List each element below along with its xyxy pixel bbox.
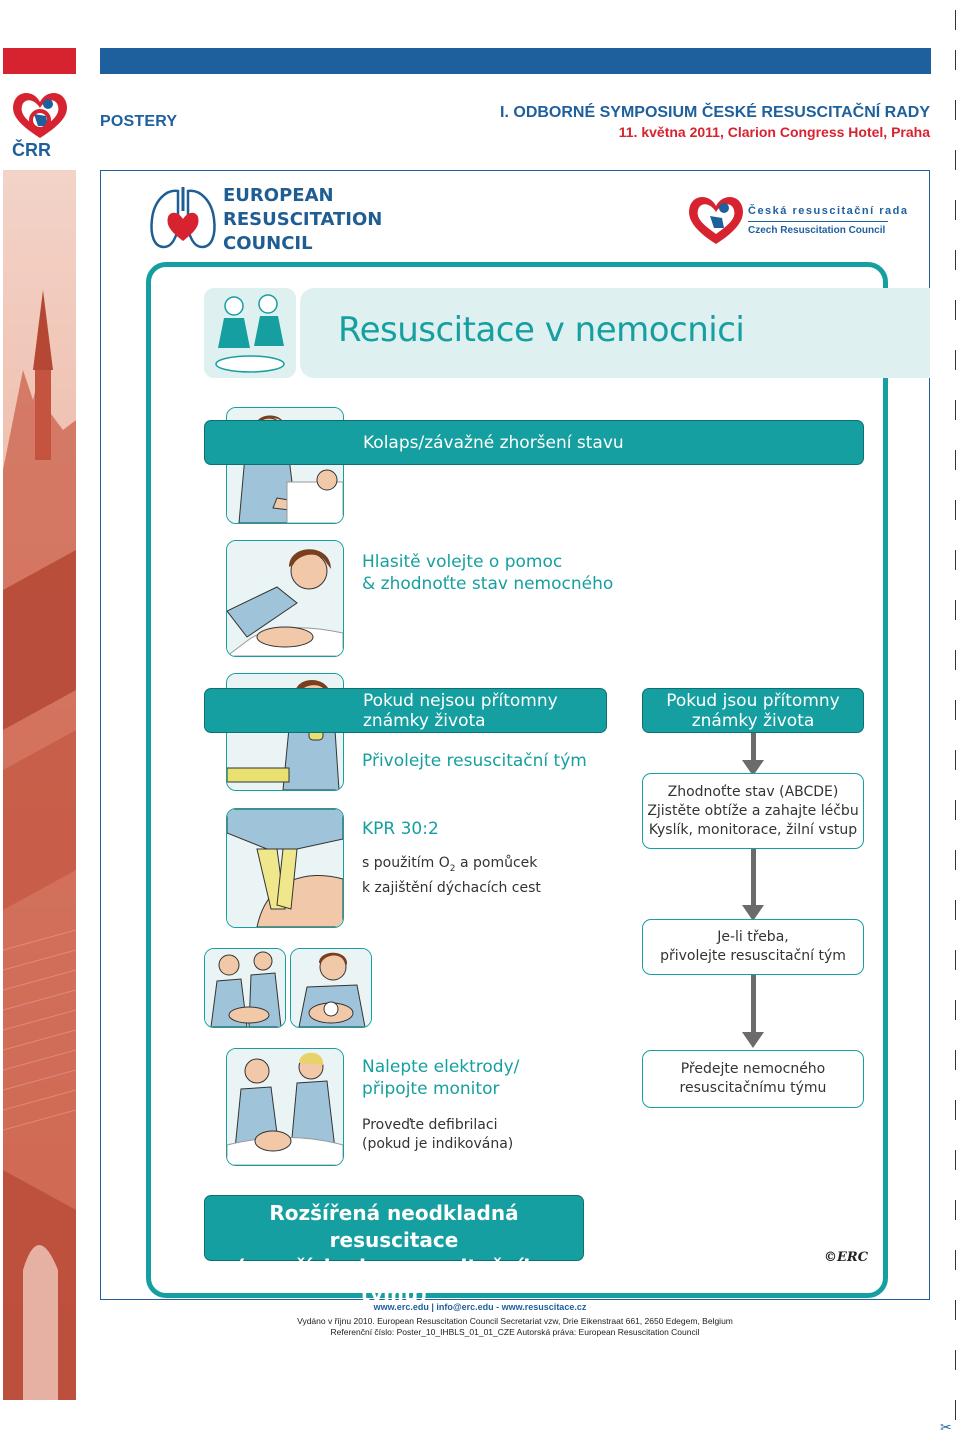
- arrow-shaft: [751, 975, 756, 1035]
- no-signs-line1: Pokud nejsou přítomny: [363, 691, 558, 711]
- posters-label: POSTERY: [100, 113, 178, 130]
- crc-divider: [748, 221, 888, 222]
- header-red-strip: [3, 48, 76, 74]
- erc-copyright-mark: ©ERC: [824, 1250, 869, 1265]
- step-call-help: [362, 551, 613, 595]
- no-signs-line2: známky života: [363, 711, 486, 731]
- symposium-subtitle: 11. května 2011, Clarion Congress Hotel, Praha: [618, 124, 930, 140]
- illustration-electrodes: [226, 1048, 344, 1166]
- defib-line2: (pokud je indikována): [362, 1136, 514, 1152]
- scissors-icon: ✂: [940, 1420, 952, 1436]
- step-electrodes: [362, 1056, 519, 1100]
- page-title: Resuscitace v nemocnici: [338, 310, 745, 350]
- signs-line1: Pokud jsou přítomny: [666, 691, 840, 711]
- medical-team-icon: [204, 288, 296, 378]
- step-advanced-life-support: [204, 1195, 584, 1306]
- crc-name-en: Czech Resuscitation Council: [748, 225, 886, 236]
- cpr-detail-aids: a pomůcek: [455, 855, 538, 871]
- step-cpr: KPR 30:2: [362, 819, 439, 839]
- box-assess-abcde: [642, 773, 864, 849]
- step-call-help-line1: Hlasitě volejte o pomoc: [362, 552, 563, 572]
- side-photo-prague: [3, 170, 76, 1400]
- heart-person-icon: [686, 190, 746, 248]
- step-collapse: Kolaps/závažné zhoršení stavu: [204, 420, 864, 465]
- if-needed-line1: Je-li třeba,: [717, 929, 789, 945]
- step-call-help-line2: & zhodnoťte stav nemocného: [362, 574, 614, 594]
- assess-line1: Zhodnoťte stav (ABCDE): [667, 783, 839, 800]
- crr-logo-text: ČRR: [12, 140, 51, 160]
- illustration-cpr: [226, 808, 344, 928]
- footer-reference: Referenční číslo: Poster_10_IHBLS_01_01_CZE Autorská práva: European Resuscitation Council: [330, 1327, 700, 1337]
- cpr-detail-o2: s použitím O: [362, 855, 450, 871]
- als-line1: Rozšířená neodkladná resuscitace: [269, 1201, 519, 1252]
- cpr-detail-o2-sub: 2: [449, 863, 456, 874]
- illustration-airway-1: [204, 948, 286, 1028]
- erc-name-line3: COUNCIL: [223, 233, 313, 254]
- electrodes-line2: připojte monitor: [362, 1079, 500, 1099]
- step-cpr-detail: [362, 854, 541, 898]
- footer-publisher: Vydáno v říjnu 2010. European Resuscitation Council Secretariat vzw, Drie Eikenstraat 661, 2650 Edegem, Belgium: [297, 1316, 733, 1326]
- electrodes-line1: Nalepte elektrody/: [362, 1057, 520, 1077]
- step-defibrillation: [362, 1116, 513, 1154]
- title-illustration: [204, 288, 296, 378]
- header-blue-bar: [100, 48, 931, 74]
- defib-line1: Proveďte defibrilaci: [362, 1117, 498, 1133]
- crc-name-cz: Česká resuscitační rada: [748, 205, 909, 217]
- heart-lungs-icon: [148, 185, 218, 253]
- assess-line3: Kyslík, monitorace, žilní vstup: [648, 821, 858, 838]
- arrow-shaft: [751, 733, 756, 763]
- erc-name: [223, 184, 382, 256]
- assess-line2: Zjistěte obtíže a zahajte léčbu: [647, 802, 859, 819]
- illustration-call-help: [226, 540, 344, 657]
- symposium-title: I. ODBORNÉ SYMPOSIUM ČESKÉ RESUSCITAČNÍ RADY: [500, 104, 930, 121]
- signs-line2: známky života: [691, 711, 815, 731]
- handover-line2: resuscitačnímu týmu: [679, 1080, 827, 1096]
- step-call-team: Přivolejte resuscitační tým: [362, 751, 587, 771]
- if-needed-line2: přivolejte resuscitační tým: [660, 948, 846, 964]
- box-handover: [642, 1050, 864, 1108]
- handover-line1: Předejte nemocného: [680, 1061, 826, 1077]
- erc-name-line2: RESUSCITATION: [223, 209, 383, 230]
- step-signs-of-life: [642, 688, 864, 733]
- als-line2: (po příchodu resuscitačního týmu): [236, 1255, 552, 1306]
- arrow-head: [742, 1032, 764, 1048]
- cpr-detail-airway: k zajištění dýchacích cest: [362, 879, 541, 896]
- illustration-airway-2: [290, 948, 372, 1028]
- erc-name-line1: EUROPEAN: [223, 185, 334, 206]
- footer-links[interactable]: www.erc.edu | info@erc.edu - www.resuscitace.cz: [373, 1302, 587, 1312]
- arrow-shaft: [751, 849, 756, 909]
- step-no-signs-of-life: [204, 688, 607, 733]
- box-call-team-if-needed: [642, 919, 864, 975]
